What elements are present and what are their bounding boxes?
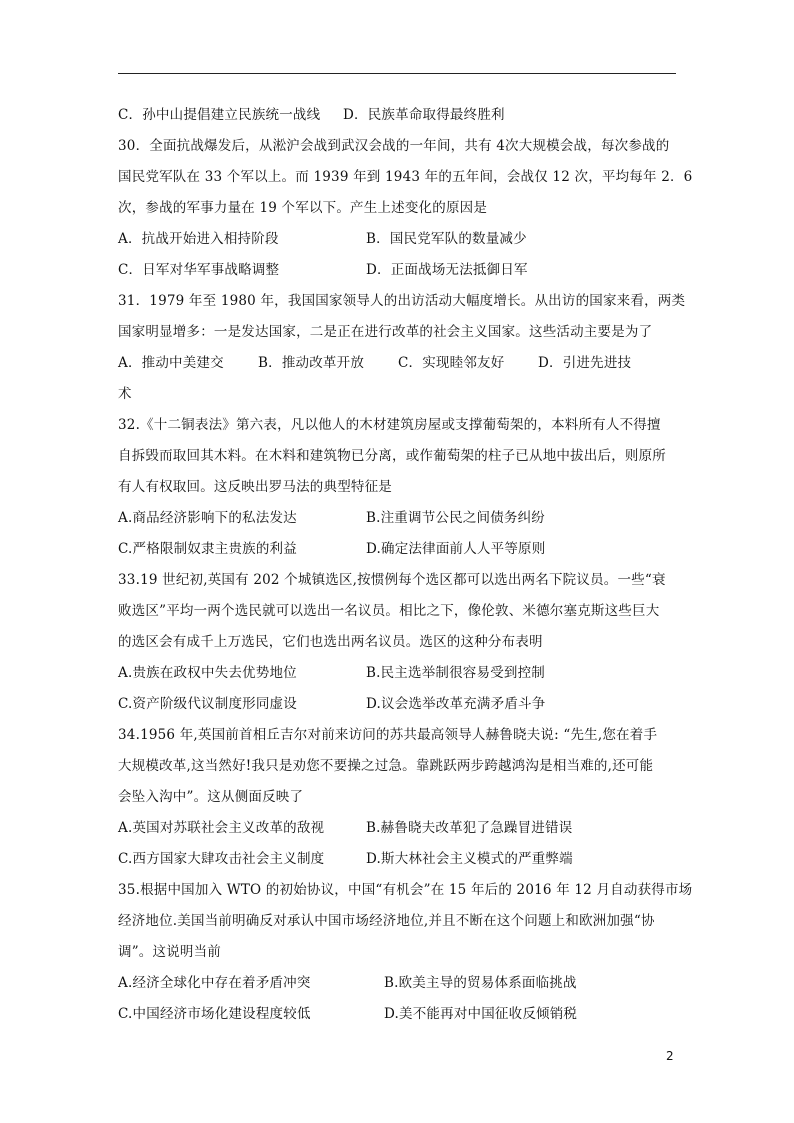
q33-options-ab <box>118 658 678 689</box>
q34-stem-line-1: 34.1956 年,英国前首相丘吉尔对前来访问的苏共最高领导人赫鲁晓夫说: “先生,您在着手 <box>118 727 658 743</box>
q35-stem-line-2: 经济地位.美国当前明确反对承认中国市场经济地位,并且不断在这个问题上和欧洲加强“协 <box>118 913 655 929</box>
q34-option-b: B.赫鲁晓夫改革犯了急躁冒进错误 <box>366 820 573 836</box>
q30-option-b: B．国民党军队的数量减少 <box>366 231 527 247</box>
q32-option-d: D.确定法律面前人人平等原则 <box>366 541 546 557</box>
q32-options-cd <box>118 534 678 565</box>
q35-option-c: C.中国经济市场化建设程度较低 <box>118 1006 311 1022</box>
q29-option-d: D．民族革命取得最终胜利 <box>343 107 505 123</box>
q30-stem-line-3: 次，参战的军事力量在 19 个军以下。产生上述变化的原因是 <box>118 200 488 216</box>
q32-option-a: A.商品经济影响下的私法发达 <box>118 510 297 526</box>
q33-stem-line-1: 33.19 世纪初,英国有 202 个城镇选区,按惯例每个选区都可以选出两名下院议员。一些“衰 <box>118 572 666 588</box>
q35-stem-line-1: 35.根据中国加入 WTO 的初始协议，中国“有机会”在 15 年后的 2016 年 12 月自动获得市场 <box>118 882 693 898</box>
header-rule <box>118 73 676 74</box>
q33-stem-line-2: 败选区”平均一两个选民就可以选出一名议员。相比之下，像伦敦、米德尔塞克斯这些巨大 <box>118 603 660 619</box>
q34-stem-line-3: 会坠入沟中”。这从侧面反映了 <box>118 789 304 805</box>
q29-option-c: C．孙中山提倡建立民族统一战线 <box>118 107 321 123</box>
q30-options-cd <box>118 255 678 286</box>
q31-option-d: D．引进先进技 <box>538 355 632 371</box>
q30-option-d: D．正面战场无法抵御日军 <box>366 262 528 278</box>
q34-option-d: D.斯大林社会主义模式的严重弊端 <box>366 851 573 867</box>
q30-stem-line-1: 30．全面抗战爆发后，从淞沪会战到武汉会战的一年间，共有 4次大规模会战，每次参战的 <box>118 138 670 154</box>
q33-option-a: A.贵族在政权中失去优势地位 <box>118 665 297 681</box>
q31-stem-line-1: 31．1979 年至 1980 年，我国国家领导人的出访活动大幅度增长。从出访的国家来看，两类 <box>118 293 686 309</box>
q34-option-a: A.英国对苏联社会主义改革的敌视 <box>118 820 325 836</box>
q30-option-c: C．日军对华军事战略调整 <box>118 262 280 278</box>
q35-option-d: D.美不能再对中国征收反倾销税 <box>384 1006 578 1022</box>
q34-options-ab <box>118 813 678 844</box>
q31-option-d-wrap: 术 <box>118 386 132 402</box>
q33-option-b: B.民主选举制很容易受到控制 <box>366 665 546 681</box>
q31-options <box>118 348 678 379</box>
q32-option-b: B.注重调节公民之间债务纠纷 <box>366 510 546 526</box>
q34-options-cd <box>118 844 678 875</box>
q32-option-c: C.严格限制奴隶主贵族的利益 <box>118 541 297 557</box>
q31-stem-line-2: 国家明显增多：一是发达国家，二是正在进行改革的社会主义国家。这些活动主要是为了 <box>118 324 653 340</box>
q34-stem-line-2: 大规模改革,这当然好!我只是劝您不要操之过急。靠跳跃两步跨越鸿沟是相当难的,还可能 <box>118 758 654 774</box>
q32-stem-line-1: 32.《十二铜表法》第六表，凡以他人的木材建筑房屋或支撑葡萄架的，本料所有人不得擅 <box>118 417 661 433</box>
q35-options-ab <box>118 968 678 999</box>
q31-option-a: A．推动中美建交 <box>118 355 224 371</box>
page-number: 2 <box>666 1049 674 1063</box>
q35-option-a: A.经济全球化中存在着矛盾冲突 <box>118 975 311 991</box>
q33-options-cd <box>118 689 678 720</box>
q32-options-ab <box>118 503 678 534</box>
q30-stem-line-2: 国民党军队在 33 个军以上。而 1939 年到 1943 年的五年间，会战仅 12 次，平均每年 2．6 <box>118 169 693 185</box>
q30-option-a: A．抗战开始进入相持阶段 <box>118 231 279 247</box>
q29-options-cd <box>118 100 678 131</box>
q31-option-b: B．推动改革开放 <box>258 355 365 371</box>
q35-option-b: B.欧美主导的贸易体系面临挑战 <box>384 975 577 991</box>
q35-stem-line-3: 调”。这说明当前 <box>118 944 222 960</box>
q32-stem-line-3: 有人有权取回。这反映出罗马法的典型特征是 <box>118 479 392 495</box>
q31-option-c: C．实现睦邻友好 <box>398 355 505 371</box>
q33-option-c: C.资产阶级代议制度形同虚设 <box>118 696 297 712</box>
exam-content <box>118 100 693 1030</box>
q32-stem-line-2: 自拆毁而取回其木料。在木料和建筑物已分离，或作葡萄架的柱子已从地中拔出后，则原所 <box>118 448 666 464</box>
q35-options-cd <box>118 999 678 1030</box>
q33-option-d: D.议会选举改革充满矛盾斗争 <box>366 696 546 712</box>
q34-option-c: C.西方国家大肆攻击社会主义制度 <box>118 851 325 867</box>
q33-stem-line-3: 的选区会有成千上万选民，它们也选出两名议员。选区的这种分布表明 <box>118 634 543 650</box>
q30-options-ab <box>118 224 678 255</box>
